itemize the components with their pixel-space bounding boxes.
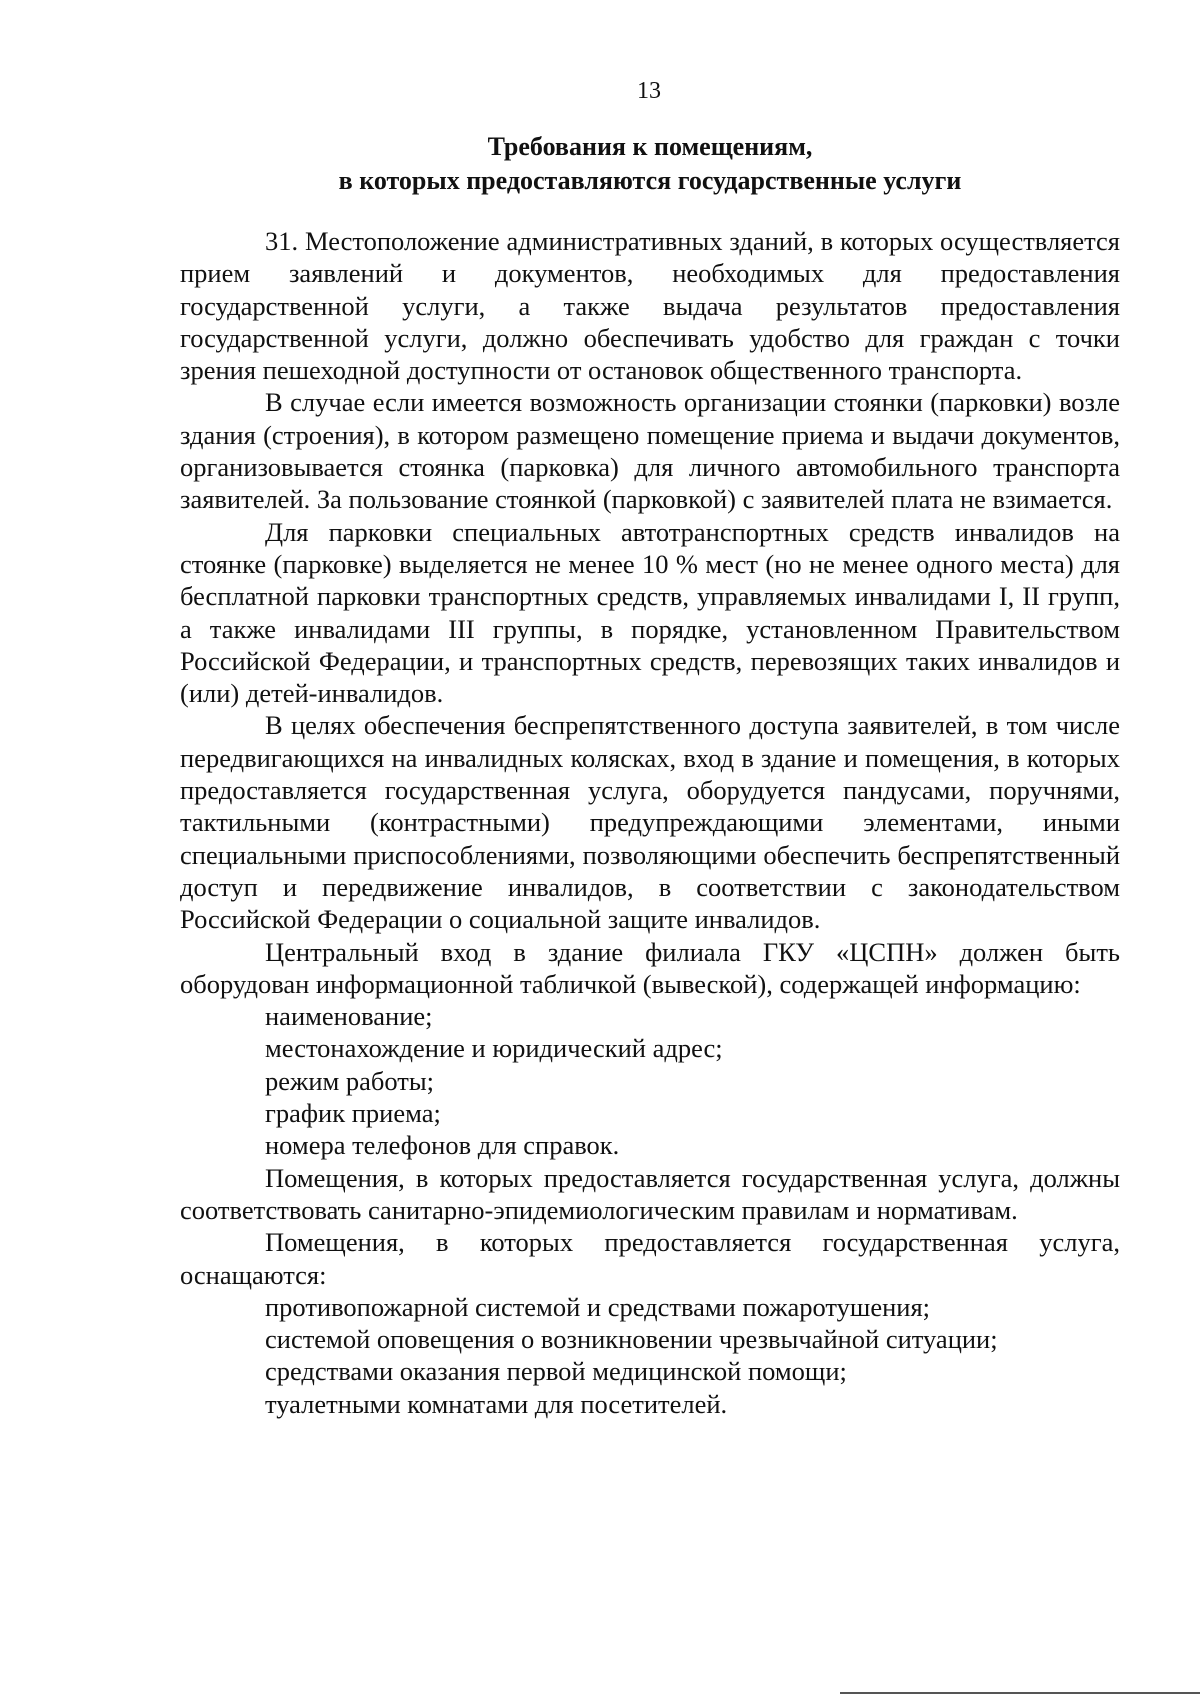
sign-item-work-hours: режим работы; [265,1065,435,1096]
sign-item-address: местонахождение и юридический адрес; [265,1033,723,1064]
paragraph-location: 31. Местоположение административных зданий, в которых осуществляется прием заявлений и документов, необходимых для предоставления государственной услуги, а также выдача результатов предоставления государственной услуги, должно обеспечивать удобство для граждан с точки зрения пешеходной доступности от остановок общественного транспорта. [180,226,1120,386]
paragraph-parking: В случае если имеется возможность организации стоянки (парковки) возле здания (строения), в котором размещено помещение приема и выдачи документов, организовывается стоянка (парковка) для личного автомобильного транспорта заявителей. За пользование стоянкой (парковкой) с заявителей плата не взимается. [180,387,1120,515]
heading-line-1: Требования к помещениям, [487,132,813,161]
document-body [180,225,1120,1420]
equipment-item-toilets: туалетными комнатами для посетителей. [265,1388,728,1419]
equipment-item-alert: системой оповещения о возникновении чрезвычайной ситуации; [265,1324,998,1355]
section-heading [180,130,1120,198]
paragraph-equipped: Помещения, в которых предоставляется государственная услуга, оснащаются: [180,1227,1120,1290]
sign-item-reception-schedule: график приема; [265,1098,441,1129]
sign-item-name: наименование; [265,1001,433,1032]
equipment-item-first-aid: средствами оказания первой медицинской помощи; [265,1356,847,1387]
sign-item-phones: номера телефонов для справок. [265,1130,620,1161]
page-number: 13 [637,78,661,104]
paragraph-entrance-sign: Центральный вход в здание филиала ГКУ «ЦСПН» должен быть оборудован информационной табличкой (вывеской), содержащей информацию: [180,936,1120,999]
scan-edge-line [840,1692,1200,1694]
paragraph-disabled-parking: Для парковки специальных автотранспортных средств инвалидов на стоянке (парковке) выделяется не менее 10 % мест (но не менее одного места) для бесплатной парковки транспортных средств, управляемых инвалидами I, II групп, а также инвалидами III группы, в порядке, установленном Правительством Российской Федерации, и транспортных средств, перевозящих таких инвалидов и (или) детей-инвалидов. [180,516,1120,709]
paragraph-accessibility: В целях обеспечения беспрепятственного доступа заявителей, в том числе передвигающихся на инвалидных колясках, вход в здание и помещения, в которых предоставляется государственная услуга, оборудуется пандусами, поручнями, тактильными (контрастными) предупреждающими элементами, иными специальными приспособлениями, позволяющими обеспечить беспрепятственный доступ и передвижение инвалидов, в соответствии с законодательством Российской Федерации о социальной защите инвалидов. [180,710,1120,935]
heading-line-2: в которых предоставляются государственные услуги [338,166,962,195]
equipment-item-fire: противопожарной системой и средствами пожаротушения; [265,1291,930,1322]
paragraph-sanitary: Помещения, в которых предоставляется государственная услуга, должны соответствовать санитарно-эпидемиологическим правилам и нормативам. [180,1162,1120,1225]
